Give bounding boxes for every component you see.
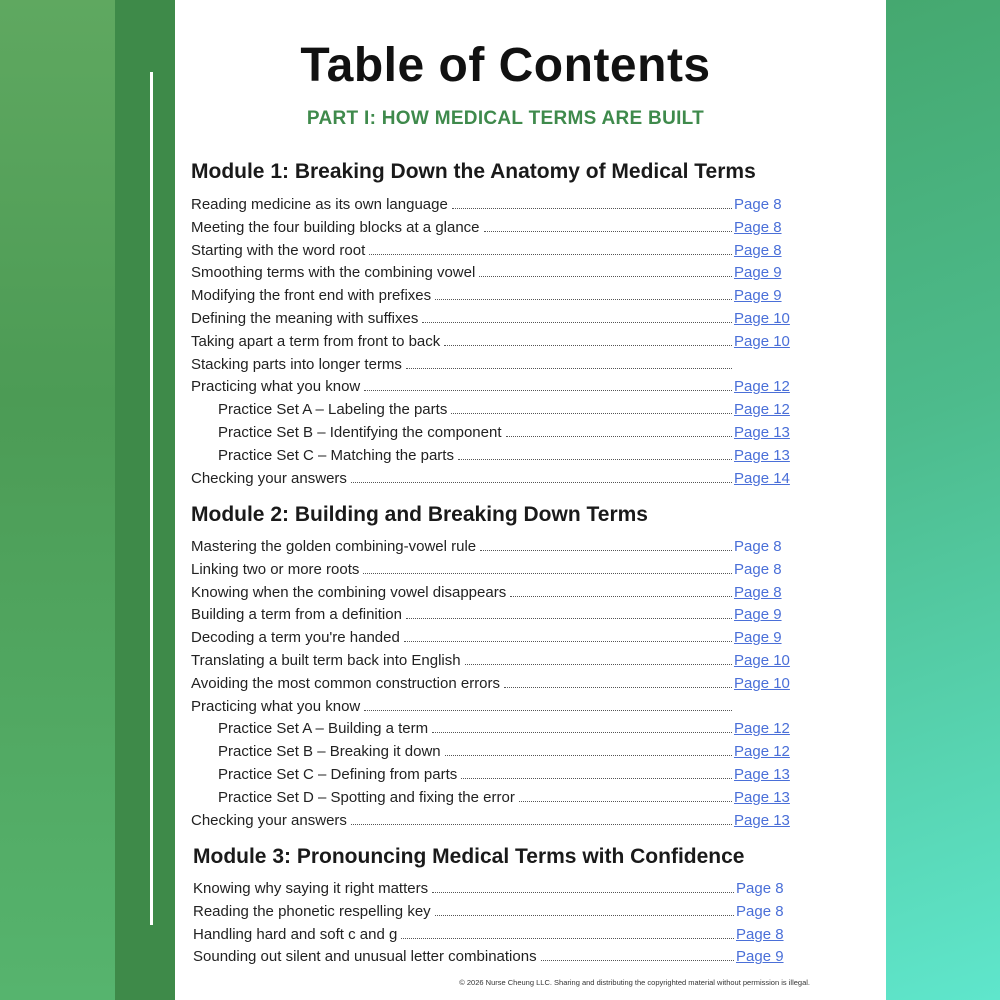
dot-leader bbox=[484, 231, 732, 232]
page-number-link[interactable]: Page 8 bbox=[736, 902, 784, 920]
toc-entry-label: Practice Set C – Matching the parts bbox=[218, 446, 454, 464]
toc-entry-label: Knowing when the combining vowel disappears bbox=[191, 583, 507, 601]
toc-sub-entry bbox=[218, 720, 791, 742]
dot-leader bbox=[422, 322, 732, 323]
page-number-link[interactable]: Page 10 bbox=[734, 652, 790, 669]
toc-sub-entry bbox=[218, 766, 791, 788]
toc-entry bbox=[193, 903, 793, 925]
dot-leader bbox=[451, 413, 732, 414]
toc-entry-label: Defining the meaning with suffixes bbox=[191, 310, 419, 327]
page-number-link[interactable]: Page 8 bbox=[734, 583, 782, 601]
toc-entry-label: Knowing why saying it right matters bbox=[193, 880, 429, 897]
toc-entry-label: Mastering the golden combining-vowel rule bbox=[191, 538, 477, 555]
part-heading: PART I: HOW MEDICAL TERMS ARE BUILT bbox=[306, 108, 705, 129]
page-number-link[interactable]: Page 12 bbox=[734, 378, 790, 396]
toc-entry-label: Linking two or more roots bbox=[191, 560, 360, 578]
dot-leader bbox=[444, 345, 732, 346]
toc-entry-label: Sounding out silent and unusual letter combinations bbox=[193, 948, 537, 966]
page-number-link[interactable]: Page 14 bbox=[734, 469, 790, 487]
toc-entry-label: Handling hard and soft c and g bbox=[193, 925, 398, 943]
toc-entry-label: Reading the phonetic respelling key bbox=[193, 902, 431, 920]
toc-entry bbox=[191, 584, 791, 606]
toc-entry bbox=[191, 606, 791, 628]
toc-entry bbox=[191, 196, 791, 218]
toc-entry bbox=[191, 356, 791, 378]
dot-leader bbox=[458, 459, 732, 460]
dot-leader bbox=[445, 755, 732, 756]
toc-entry bbox=[191, 333, 791, 355]
dot-leader bbox=[404, 641, 732, 642]
page-number-link[interactable]: Page 13 bbox=[734, 788, 790, 806]
dot-leader bbox=[510, 596, 732, 597]
toc-entry bbox=[191, 538, 791, 560]
left-vertical-rule bbox=[150, 72, 153, 925]
toc-entry bbox=[191, 264, 791, 286]
toc-entry-label: Building a term from a definition bbox=[191, 606, 402, 624]
toc-entry-label: Reading medicine as its own language bbox=[191, 196, 448, 213]
toc-entry bbox=[191, 675, 791, 697]
dot-leader bbox=[363, 573, 732, 574]
dot-leader bbox=[401, 938, 734, 939]
left-decorative-band bbox=[0, 0, 175, 1000]
page-number-link[interactable]: Page 8 bbox=[736, 880, 784, 897]
page-number-link[interactable]: Page 13 bbox=[734, 446, 790, 464]
toc-sub-entry bbox=[218, 743, 791, 765]
page-number-link[interactable]: Page 8 bbox=[736, 925, 784, 943]
toc-entry bbox=[191, 242, 791, 264]
page-number-link[interactable]: Page 8 bbox=[734, 241, 782, 259]
dot-leader bbox=[461, 778, 732, 779]
module-3-title: Module 3: Pronouncing Medical Terms with Confidence bbox=[193, 845, 745, 868]
module-1-title: Module 1: Breaking Down the Anatomy of Medical Terms bbox=[191, 160, 756, 183]
toc-entry bbox=[191, 378, 791, 400]
dot-leader bbox=[435, 299, 732, 300]
page-number-link[interactable]: Page 13 bbox=[734, 811, 790, 829]
page-number-link[interactable]: Page 10 bbox=[734, 310, 790, 327]
dot-leader bbox=[519, 801, 732, 802]
toc-entry-label: Avoiding the most common construction errors bbox=[191, 674, 501, 692]
dot-leader bbox=[432, 732, 732, 733]
dot-leader bbox=[479, 276, 732, 277]
page-number-link[interactable]: Page 9 bbox=[736, 948, 784, 966]
copyright-footer: © 2026 Nurse Cheung LLC. Sharing and distributing the copyrighted material without permission is illegal. bbox=[459, 978, 810, 987]
toc-entry-label: Practice Set B – Identifying the component bbox=[218, 424, 502, 441]
dot-leader bbox=[364, 390, 732, 391]
toc-entry bbox=[193, 948, 793, 970]
module-2-title: Module 2: Building and Breaking Down Terms bbox=[191, 503, 648, 526]
toc-sub-entry bbox=[218, 401, 791, 423]
dot-leader bbox=[452, 208, 732, 209]
page-number-link[interactable]: Page 8 bbox=[734, 196, 782, 213]
toc-entry bbox=[191, 629, 791, 651]
dot-leader bbox=[364, 710, 732, 711]
toc-entry bbox=[193, 926, 793, 948]
toc-entry bbox=[191, 561, 791, 583]
dot-leader bbox=[432, 892, 734, 893]
toc-entry-label: Meeting the four building blocks at a glance bbox=[191, 218, 480, 236]
toc-entry-label: Checking your answers bbox=[191, 811, 347, 829]
toc-entry bbox=[193, 880, 793, 902]
page-number-link[interactable]: Page 12 bbox=[734, 720, 790, 738]
toc-entry-label: Practicing what you know bbox=[191, 378, 361, 396]
toc-entry bbox=[191, 310, 791, 332]
document-page bbox=[175, 0, 886, 1000]
page-number-link[interactable]: Page 8 bbox=[734, 218, 782, 236]
dot-leader bbox=[406, 368, 732, 369]
toc-entry-label: Taking apart a term from front to back bbox=[191, 332, 441, 350]
toc-entry-label: Checking your answers bbox=[191, 469, 347, 487]
dot-leader bbox=[406, 618, 732, 619]
page-title: Table of Contents bbox=[300, 39, 711, 92]
toc-sub-entry bbox=[218, 424, 791, 446]
toc-entry-label: Starting with the word root bbox=[191, 241, 366, 259]
toc-entry-label: Smoothing terms with the combining vowel bbox=[191, 264, 476, 282]
page-number-link[interactable]: Page 10 bbox=[734, 332, 790, 350]
page-number-link[interactable]: Page 8 bbox=[734, 560, 782, 578]
dot-leader bbox=[480, 550, 732, 551]
toc-entry-label: Decoding a term you're handed bbox=[191, 629, 400, 647]
toc-entry bbox=[191, 287, 791, 309]
page-number-link[interactable]: Page 9 bbox=[734, 606, 782, 624]
page-number-link[interactable]: Page 13 bbox=[734, 766, 790, 783]
page-number-link[interactable]: Page 9 bbox=[734, 287, 782, 305]
dot-leader bbox=[369, 254, 732, 255]
dot-leader bbox=[506, 436, 733, 437]
page-number-link[interactable]: Page 12 bbox=[734, 401, 790, 419]
toc-entry-label: Modifying the front end with prefixes bbox=[191, 287, 432, 305]
toc-entry-label: Practice Set C – Defining from parts bbox=[218, 766, 458, 783]
toc-entry bbox=[191, 698, 791, 720]
dot-leader bbox=[504, 687, 732, 688]
dot-leader bbox=[465, 664, 732, 665]
toc-sub-entry bbox=[218, 789, 791, 811]
dot-leader bbox=[351, 482, 732, 483]
toc-entry-label: Translating a built term back into English bbox=[191, 652, 461, 669]
toc-entry-label: Stacking parts into longer terms bbox=[191, 355, 402, 373]
page-number-link[interactable]: Page 8 bbox=[734, 538, 782, 555]
dot-leader bbox=[435, 915, 734, 916]
toc-entry bbox=[191, 652, 791, 674]
toc-entry bbox=[191, 812, 791, 834]
dot-leader bbox=[351, 824, 732, 825]
page-number-link[interactable]: Page 9 bbox=[734, 264, 782, 282]
toc-entry-label: Practicing what you know bbox=[191, 697, 361, 715]
toc-entry bbox=[191, 219, 791, 241]
toc-entry-label: Practice Set A – Labeling the parts bbox=[218, 401, 448, 419]
toc-entry bbox=[191, 470, 791, 492]
dot-leader bbox=[541, 960, 734, 961]
page-number-link[interactable]: Page 10 bbox=[734, 674, 790, 692]
toc-entry-label: Practice Set B – Breaking it down bbox=[218, 743, 441, 761]
toc-sub-entry bbox=[218, 447, 791, 469]
page-number-link[interactable]: Page 13 bbox=[734, 424, 790, 441]
page-number-link[interactable]: Page 9 bbox=[734, 629, 782, 647]
toc-entry-label: Practice Set A – Building a term bbox=[218, 720, 429, 738]
toc-entry-label: Practice Set D – Spotting and fixing the error bbox=[218, 788, 515, 806]
page-number-link[interactable]: Page 12 bbox=[734, 743, 790, 761]
